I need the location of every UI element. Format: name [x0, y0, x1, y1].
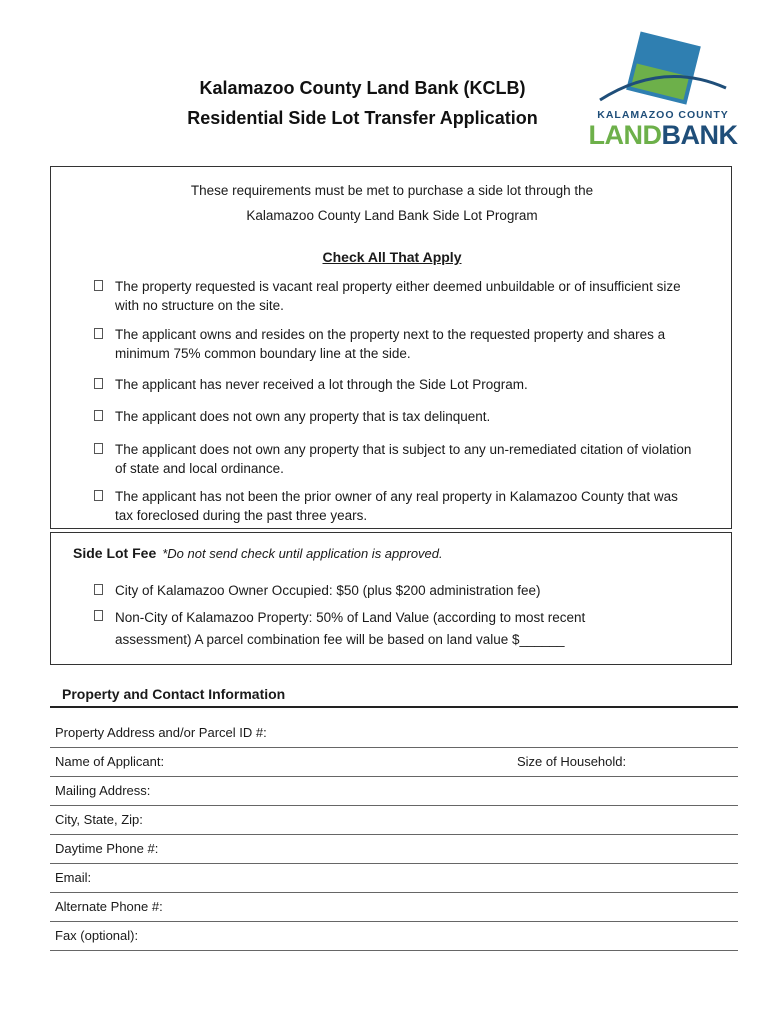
requirements-intro-line1: These requirements must be met to purchase a side lot through the — [190, 183, 594, 198]
requirement-text: The applicant does not own any property that is subject to any un-remediated citation of violation of state and local ordinance. — [115, 442, 692, 476]
requirement-item — [95, 277, 695, 315]
requirement-text: The applicant has not been the prior owner of any real property in Kalamazoo County that was tax foreclosed during the past three years. — [115, 489, 678, 523]
logo-landbank-text: LANDBANK — [588, 120, 738, 150]
fee-option-checkbox[interactable] — [94, 610, 103, 621]
requirement-checkbox[interactable] — [94, 410, 103, 421]
daytime-phone-field[interactable] — [50, 835, 738, 864]
requirement-checkbox[interactable] — [94, 328, 103, 339]
requirement-checkbox[interactable] — [94, 490, 103, 501]
field-label: Daytime Phone #: — [55, 841, 159, 856]
requirement-text: The property requested is vacant real property either deemed unbuildable or of insufficient size with no structure on the site. — [115, 279, 681, 313]
land-bank-logo — [588, 30, 738, 150]
logo-county-text: KALAMAZOO COUNTY — [597, 109, 729, 121]
field-label: City, State, Zip: — [55, 812, 143, 827]
fee-note: *Do not send check until application is approved. — [162, 546, 443, 561]
city-state-zip-field[interactable] — [50, 806, 738, 835]
applicant-name-field[interactable] — [50, 748, 738, 777]
requirement-checkbox[interactable] — [94, 378, 103, 389]
requirement-checkbox[interactable] — [94, 443, 103, 454]
fee-option-text: Non-City of Kalamazoo Property: 50% of Land Value (according to most recent assessment) A parcel combination fee will be based on land value $______ — [115, 610, 586, 647]
property-address-field[interactable] — [50, 719, 738, 748]
mailing-address-field[interactable] — [50, 777, 738, 806]
field-label: Mailing Address: — [55, 783, 151, 798]
requirements-box — [50, 166, 732, 529]
fee-option — [95, 581, 655, 600]
household-size-label: Size of Household: — [517, 754, 627, 769]
requirements-intro-line2: Kalamazoo County Land Bank Side Lot Program — [246, 208, 538, 223]
side-lot-fee-box — [50, 532, 732, 665]
field-label: Property Address and/or Parcel ID #: — [55, 725, 267, 740]
contact-section-title: Property and Contact Information — [62, 686, 286, 702]
check-all-heading: Check All That Apply — [322, 249, 462, 265]
alternate-phone-field[interactable] — [50, 893, 738, 922]
requirement-item — [95, 407, 695, 426]
field-label: Fax (optional): — [55, 928, 139, 943]
section-divider — [50, 706, 738, 708]
requirement-item — [95, 325, 695, 363]
fee-option-text: City of Kalamazoo Owner Occupied: $50 (plus $200 administration fee) — [115, 583, 541, 598]
email-field[interactable] — [50, 864, 738, 893]
requirement-text: The applicant has never received a lot through the Side Lot Program. — [115, 377, 528, 392]
requirement-item — [95, 440, 695, 478]
fee-option — [95, 607, 635, 651]
logo-graphic — [588, 30, 738, 150]
fax-field[interactable] — [50, 922, 738, 951]
requirement-item — [95, 375, 695, 394]
field-label: Alternate Phone #: — [55, 899, 163, 914]
fee-heading-row — [73, 545, 443, 561]
form-subtitle: Residential Side Lot Transfer Application — [187, 108, 538, 128]
requirement-item — [95, 487, 695, 525]
field-label: Email: — [55, 870, 92, 885]
field-label: Name of Applicant: — [55, 754, 165, 769]
fee-option-checkbox[interactable] — [94, 584, 103, 595]
requirement-text: The applicant does not own any property that is tax delinquent. — [115, 409, 491, 424]
requirement-text: The applicant owns and resides on the property next to the requested property and shares a minimum 75% common boundary line at the side. — [115, 327, 666, 361]
requirement-checkbox[interactable] — [94, 280, 103, 291]
form-title: Kalamazoo County Land Bank (KCLB) — [199, 78, 526, 98]
fee-heading: Side Lot Fee — [73, 545, 157, 561]
